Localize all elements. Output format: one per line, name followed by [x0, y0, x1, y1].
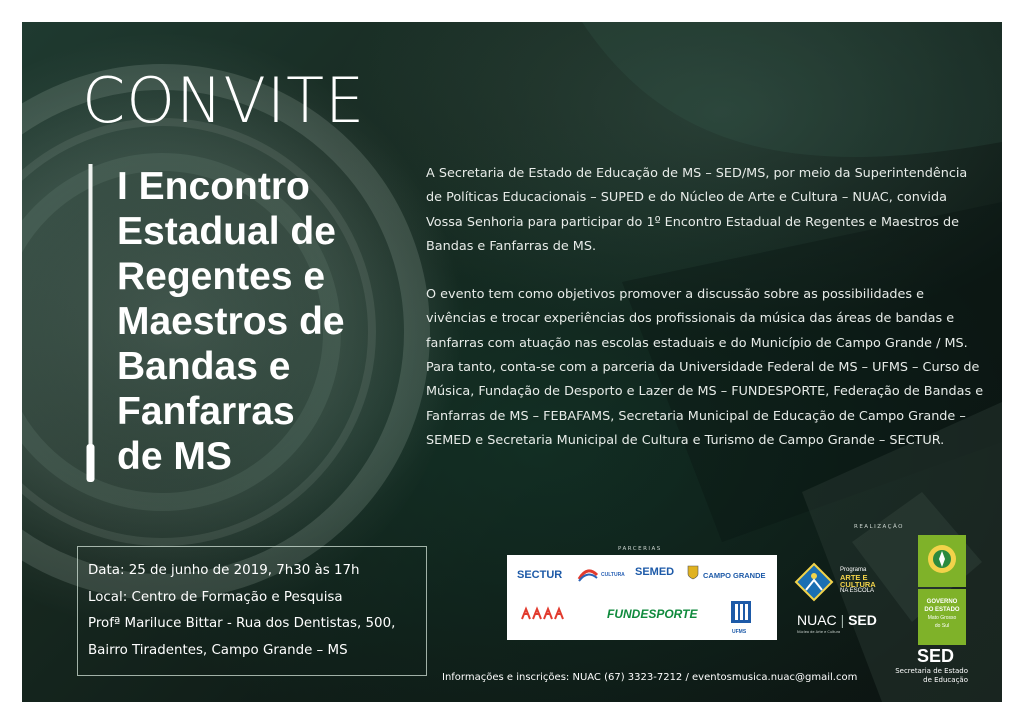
- cultura-swoosh-icon: [577, 567, 599, 583]
- event-date: Data: 25 de junho de 2019, 7h30 às 17h: [88, 563, 360, 578]
- nuac-wordmark: NUAC: [797, 612, 837, 628]
- body-paragraph-2: O evento tem como objetivos promover a discussão sobre as possibilidades e vivências e trocar experiências dos profissionais da música das áreas de bandas e fanfarras com atuação nas escolas estaduais e do Município de Campo Grande / MS. Para tanto, conta-se com a parceria da Universidade Federal de MS – UFMS – Curso de Música, Fundação de Desporto e Lazer de MS – FUNDESPORTE, Federação de Bandas e Fanfarras de MS – FEBAFAMS, Secretaria Municipal de Educação de Campo Grande – SEMED e Secretaria Municipal de Cultura e Turismo de Campo Grande – SECTUR.: [426, 287, 984, 448]
- event-title-line: Maestros de: [117, 300, 345, 343]
- contact-info: Informações e inscrições: NUAC (67) 3323-7212 / eventosmusica.nuac@gmail.com: [442, 672, 858, 683]
- baton-graphic: [86, 164, 95, 484]
- gov-line: GOVERNO: [926, 599, 958, 605]
- nuac-sed-logo: NUAC | SED: [797, 612, 877, 628]
- event-title-line: Bandas e: [117, 345, 291, 388]
- invitation-poster: [22, 22, 1002, 702]
- ufms-building-icon: [729, 599, 753, 629]
- campo-grande-crest-icon: [687, 565, 699, 580]
- event-title-line: Estadual de: [117, 210, 336, 253]
- coat-of-arms-icon: [918, 535, 966, 587]
- government-ms-logo: [918, 535, 966, 645]
- fundesporte-logo: FUNDESPORTE: [607, 607, 698, 621]
- event-place-line1: Local: Centro de Formação e Pesquisa: [88, 589, 343, 605]
- program-line: ARTE E: [840, 573, 868, 582]
- invitation-body: [426, 162, 986, 453]
- event-title-line: Regentes e: [117, 255, 326, 298]
- program-line: Programa: [840, 567, 867, 573]
- campo-grande-logo: CAMPO GRANDE: [703, 571, 766, 580]
- arte-cultura-program-label: [840, 567, 882, 595]
- sed-subtitle-line: de Educação: [923, 676, 968, 684]
- event-title-line: Fanfarras: [117, 390, 295, 433]
- event-details-box: [77, 546, 427, 676]
- program-line: NA ESCOLA: [840, 588, 875, 594]
- event-place-line3: Bairro Tiradentes, Campo Grande – MS: [88, 642, 348, 658]
- body-paragraph-1: A Secretaria de Estado de Educação de MS – SED/MS, por meio da Superintendência de Políticas Educacionais – SUPED e do Núcleo de Arte e Cultura – NUAC, convida Vossa Senhoria para participar do 1º Encontro Estadual de Regentes e Maestros de Bandas e Fanfarras de MS.: [426, 166, 968, 254]
- ufms-logo: UFMS: [732, 629, 747, 635]
- event-place-line2: Profª Mariluce Bittar - Rua dos Dentistas, 500,: [88, 616, 396, 631]
- nuac-subtitle: Núcleo de Arte e Cultura: [797, 630, 841, 634]
- event-title-line: I Encontro: [117, 165, 310, 208]
- ms-coat-of-arms: [918, 535, 966, 587]
- cultura-logo: CULTURA: [601, 572, 625, 578]
- sectur-logo: SECTUR: [517, 569, 563, 581]
- government-label: [918, 589, 966, 645]
- sed-wordmark: SED: [848, 612, 877, 628]
- event-title: [117, 164, 417, 479]
- program-line: CULTURA: [840, 580, 876, 589]
- sed-subtitle-line: Secretaria de Estado: [895, 667, 968, 675]
- partners-logos-panel: [507, 555, 777, 640]
- event-title-line: de MS: [117, 435, 232, 478]
- febafams-figures-icon: [519, 603, 567, 621]
- partners-label: PARCERIAS: [618, 546, 662, 552]
- semed-logo: SEMED: [635, 566, 675, 578]
- gov-line: Mato Grosso: [927, 615, 957, 621]
- sed-subtitle: [884, 667, 968, 685]
- gov-line: do Sul: [934, 623, 950, 629]
- sed-logo-text: SED: [917, 646, 955, 666]
- gov-line: DO ESTADO: [924, 607, 960, 613]
- realization-label: REALIZAÇÃO: [854, 524, 905, 530]
- invitation-heading: CONVITE: [82, 64, 366, 137]
